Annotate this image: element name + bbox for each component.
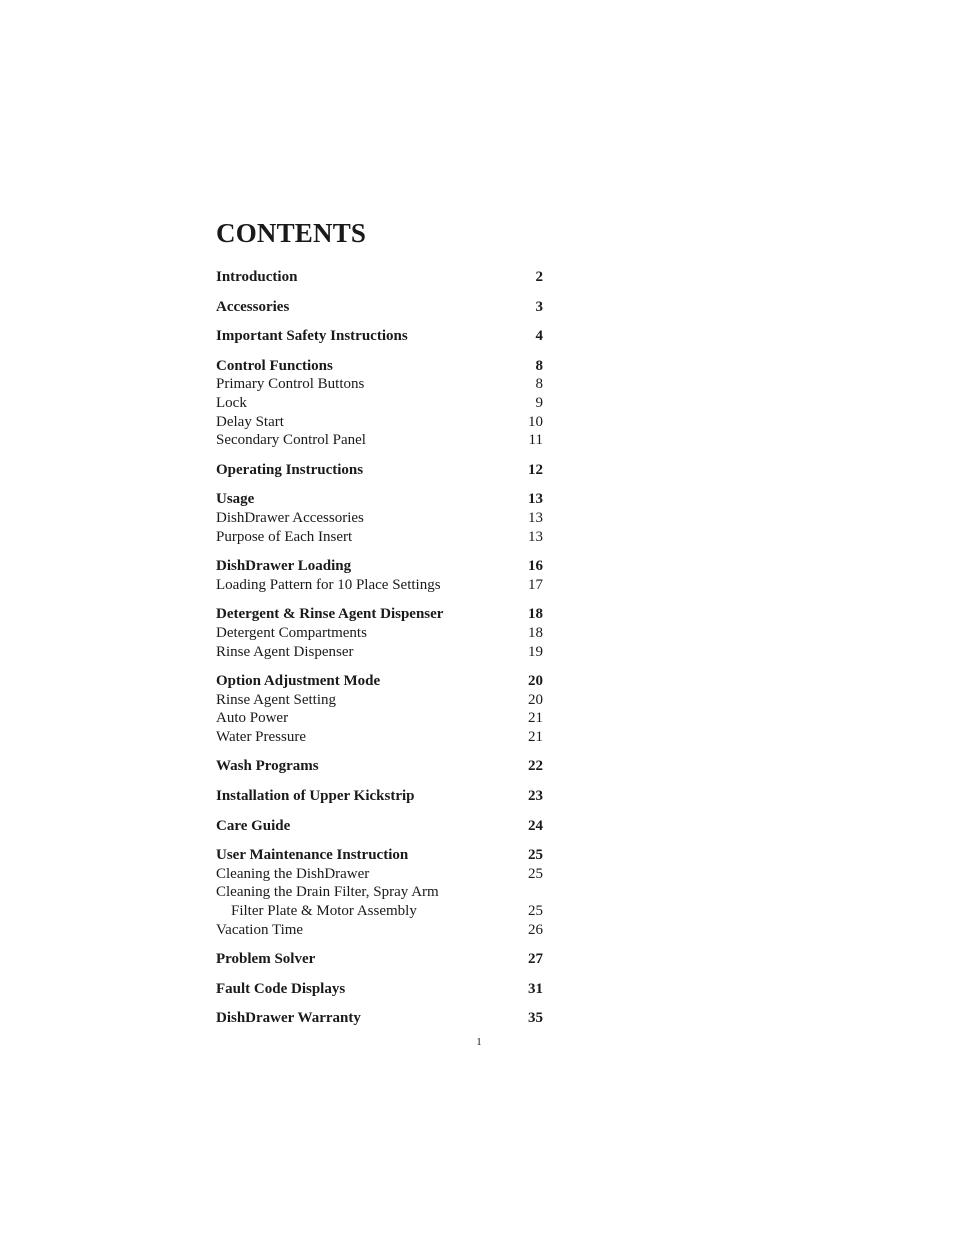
toc-entry-label: Water Pressure bbox=[216, 728, 307, 745]
toc-entry bbox=[216, 921, 543, 940]
toc-section bbox=[216, 268, 543, 287]
toc-heading-label: Care Guide bbox=[216, 817, 291, 834]
toc-entry-label: Lock bbox=[216, 394, 247, 411]
toc-section-heading bbox=[216, 757, 543, 776]
toc-entry bbox=[216, 576, 543, 595]
toc-section bbox=[216, 298, 543, 317]
toc-section bbox=[216, 950, 543, 969]
toc-heading-page: 2 bbox=[535, 269, 543, 285]
toc-entry-label: DishDrawer Accessories bbox=[216, 509, 364, 526]
toc-entry-page: 26 bbox=[528, 921, 543, 938]
toc-entry bbox=[216, 394, 543, 413]
toc-section-heading bbox=[216, 298, 543, 317]
toc-section-heading bbox=[216, 490, 543, 509]
toc-heading-label: User Maintenance Instruction bbox=[216, 847, 409, 864]
toc-entry-label: Filter Plate & Motor Assembly bbox=[231, 903, 417, 920]
toc-section-heading bbox=[216, 605, 543, 624]
toc-section bbox=[216, 490, 543, 546]
toc-entry-page: 20 bbox=[528, 691, 543, 708]
toc-heading-page: 23 bbox=[528, 788, 543, 805]
toc-heading-page: 4 bbox=[535, 328, 543, 345]
toc-entry bbox=[216, 624, 543, 643]
toc-heading-page: 20 bbox=[528, 673, 543, 690]
toc-entry bbox=[216, 883, 543, 902]
toc-entry bbox=[216, 643, 543, 662]
toc-entry-label: Primary Control Buttons bbox=[216, 376, 365, 393]
page-title: CONTENTS bbox=[216, 218, 367, 248]
toc-heading-page: 13 bbox=[528, 491, 543, 508]
toc-heading-page: 18 bbox=[528, 606, 543, 623]
toc-section-heading bbox=[216, 327, 543, 346]
toc-entry-label: Delay Start bbox=[216, 413, 284, 430]
toc-entry-page: 10 bbox=[528, 413, 543, 430]
toc-entry-page: 13 bbox=[528, 528, 543, 545]
toc-heading-label: Installation of Upper Kickstrip bbox=[216, 788, 415, 805]
toc-heading-label: Option Adjustment Mode bbox=[216, 673, 381, 690]
toc-entry-label: Rinse Agent Setting bbox=[216, 691, 336, 708]
toc-section-heading bbox=[216, 817, 543, 836]
toc-heading-label: Control Functions bbox=[216, 357, 333, 374]
toc-section-heading bbox=[216, 672, 543, 691]
toc-heading-page: 16 bbox=[528, 558, 543, 575]
toc-entry-page: 21 bbox=[528, 710, 543, 727]
toc-section bbox=[216, 980, 543, 999]
toc-heading-page: 12 bbox=[528, 461, 543, 478]
toc-heading-page: 24 bbox=[528, 817, 543, 834]
toc-section bbox=[216, 605, 543, 661]
toc-heading-label: Wash Programs bbox=[216, 758, 319, 775]
toc-entry-label: Vacation Time bbox=[216, 921, 304, 938]
toc-entry-page: 17 bbox=[528, 576, 543, 593]
toc-heading-page: 8 bbox=[535, 357, 543, 374]
toc-section bbox=[216, 787, 543, 806]
toc-heading-label: Problem Solver bbox=[216, 951, 316, 968]
toc-entry-page: 11 bbox=[528, 432, 543, 449]
toc-entry-page: 21 bbox=[528, 728, 543, 745]
toc-entry-label: Purpose of Each Insert bbox=[216, 528, 353, 545]
toc-entry-label: Loading Pattern for 10 Place Settings bbox=[216, 576, 441, 593]
toc-section-heading bbox=[216, 787, 543, 806]
toc-entry-label: Secondary Control Panel bbox=[216, 432, 366, 449]
toc-entry bbox=[216, 375, 543, 394]
toc-entry-label: Auto Power bbox=[216, 710, 289, 727]
toc-entry bbox=[216, 728, 543, 747]
toc-section-heading bbox=[216, 1009, 543, 1028]
toc-entry-page: 19 bbox=[528, 643, 543, 660]
toc-heading-label: Operating Instructions bbox=[216, 461, 364, 478]
toc-entry-label: Cleaning the DishDrawer bbox=[216, 865, 370, 882]
toc-section-heading bbox=[216, 980, 543, 999]
toc-section bbox=[216, 817, 543, 836]
toc-heading-label: Detergent & Rinse Agent Dispenser bbox=[216, 606, 444, 623]
toc-heading-page: 27 bbox=[528, 951, 543, 968]
toc-entry-label: Detergent Compartments bbox=[216, 624, 367, 641]
toc-section bbox=[216, 357, 543, 450]
toc-section bbox=[216, 672, 543, 746]
toc-entry bbox=[216, 431, 543, 450]
toc-section bbox=[216, 557, 543, 594]
toc-entry-page: 8 bbox=[535, 376, 543, 393]
toc-section-heading bbox=[216, 950, 543, 969]
toc-heading-label: Usage bbox=[216, 491, 255, 508]
toc-heading-label: DishDrawer Warranty bbox=[216, 1010, 361, 1027]
toc-section bbox=[216, 327, 543, 346]
toc-heading-label: DishDrawer Loading bbox=[216, 558, 352, 575]
toc-heading-page: 31 bbox=[528, 980, 543, 997]
toc-section bbox=[216, 1009, 543, 1028]
toc-heading-label: Fault Code Displays bbox=[216, 980, 346, 997]
toc-entry-page: 25 bbox=[528, 865, 543, 882]
toc-heading-page: 25 bbox=[528, 847, 543, 864]
toc-heading-label: Introduction bbox=[216, 269, 298, 285]
toc-section-heading bbox=[216, 268, 543, 287]
toc-entry bbox=[216, 709, 543, 728]
toc-entry bbox=[216, 865, 543, 884]
toc-entry bbox=[216, 902, 543, 921]
toc-entry-label: Cleaning the Drain Filter, Spray Arm bbox=[216, 884, 439, 901]
toc-entry bbox=[216, 413, 543, 432]
toc-heading-page: 3 bbox=[535, 298, 543, 315]
toc-entry-label: Rinse Agent Dispenser bbox=[216, 643, 354, 660]
toc-section bbox=[216, 757, 543, 776]
toc-section-heading bbox=[216, 846, 543, 865]
toc-section bbox=[216, 846, 543, 939]
toc-entry-page: 18 bbox=[528, 624, 543, 641]
table-of-contents bbox=[216, 268, 543, 1039]
toc-heading-page: 22 bbox=[528, 758, 543, 775]
toc-entry-page: 13 bbox=[528, 509, 543, 526]
toc-heading-label: Accessories bbox=[216, 298, 290, 315]
toc-entry bbox=[216, 528, 543, 547]
toc-section bbox=[216, 461, 543, 480]
toc-section-heading bbox=[216, 557, 543, 576]
page-number: 1 bbox=[476, 1036, 482, 1048]
toc-section-heading bbox=[216, 461, 543, 480]
toc-heading-page: 35 bbox=[528, 1010, 543, 1027]
toc-entry bbox=[216, 691, 543, 710]
toc-section-heading bbox=[216, 357, 543, 376]
toc-entry-page: 25 bbox=[528, 903, 543, 920]
toc-entry bbox=[216, 509, 543, 528]
toc-heading-label: Important Safety Instructions bbox=[216, 328, 408, 345]
toc-entry-page: 9 bbox=[535, 394, 543, 411]
